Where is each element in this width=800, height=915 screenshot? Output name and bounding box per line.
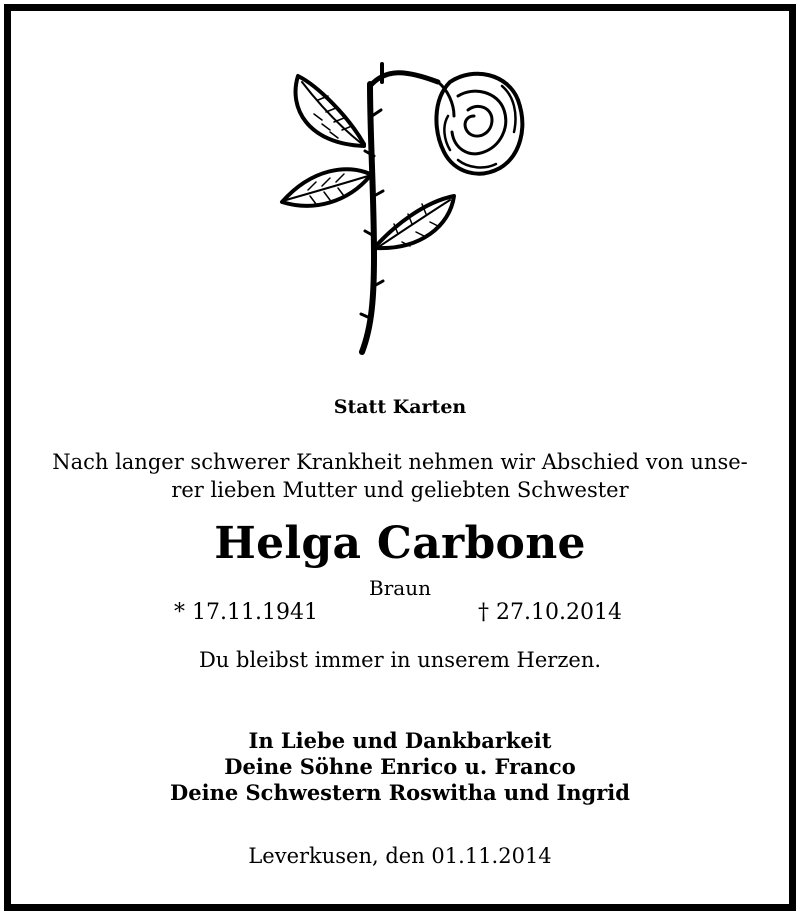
header-note: Statt Karten (333, 396, 467, 418)
rose-icon (278, 56, 528, 356)
place-and-date: Leverkusen, den 01.11.2014 (248, 844, 552, 868)
farewell-line: Du bleibst immer in unserem Herzen. (198, 648, 602, 672)
signature-line-2: Deine Söhne Enrico u. Franco (224, 754, 576, 779)
birth-date: * 17.11.1941 (174, 600, 318, 625)
signature-line-3: Deine Schwestern Roswitha und Ingrid (170, 780, 630, 805)
intro-text-line-2: rer lieben Mutter und geliebten Schwester (171, 478, 629, 502)
intro-text-line-1: Nach langer schwerer Krankheit nehmen wir Abschied von unse- (52, 450, 748, 474)
maiden-name: Braun (369, 576, 431, 600)
signature-line-1: In Liebe und Dankbarkeit (248, 728, 552, 753)
deceased-name: Helga Carbone (214, 518, 586, 569)
death-date: † 27.10.2014 (478, 600, 622, 625)
